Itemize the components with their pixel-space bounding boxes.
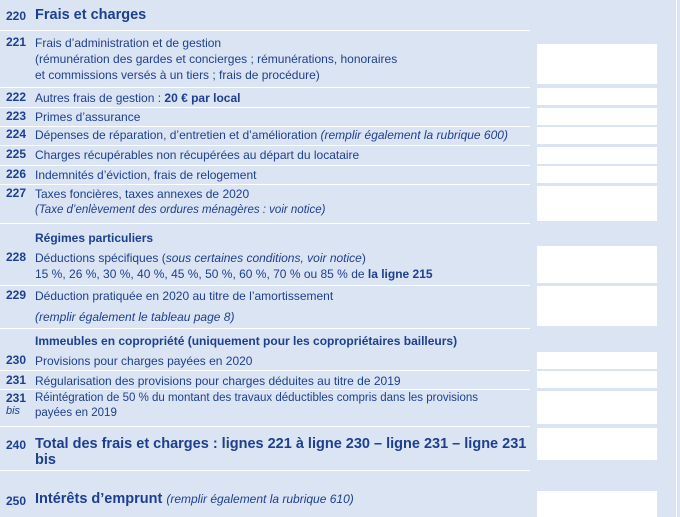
line-text: Primes d’assurance — [35, 110, 141, 124]
line-code: 230 — [6, 353, 27, 367]
line-code: 227 — [6, 186, 27, 200]
line-detail: (rémunération des gardes et concierges ; rémunérations, honoraires — [35, 52, 398, 66]
separator — [0, 87, 530, 88]
line-code: 223 — [6, 109, 27, 123]
subsection-title: Régimes particuliers — [35, 231, 154, 245]
line-label — [35, 288, 530, 325]
line-code: 250 — [6, 494, 27, 508]
line-text: Intérêts d’emprunt — [35, 491, 167, 507]
line-label — [35, 250, 530, 282]
separator — [0, 470, 530, 471]
line-code: 229 — [6, 288, 27, 302]
separator — [0, 223, 530, 224]
separator — [0, 145, 530, 146]
line-label — [35, 186, 530, 218]
line-code: 240 — [6, 438, 27, 452]
line-text: Frais d’administration et de gestion — [35, 36, 222, 50]
line-note: sous certaines conditions, voir notice — [165, 251, 362, 265]
line-note: (remplir également le tableau page 8) — [35, 310, 235, 324]
amount-field-223[interactable] — [537, 108, 657, 125]
amount-field-240[interactable] — [537, 428, 657, 460]
separator — [0, 30, 530, 31]
line-code: 231 bis — [6, 391, 27, 417]
line-text-end: ) — [361, 251, 366, 265]
line-detail: et commissions versés à un tiers ; frais de procédure) — [35, 68, 320, 82]
line-text: Dépenses de réparation, d’entretien et d’amélioration — [35, 128, 321, 142]
line-label — [35, 491, 535, 507]
line-code-suffix: bis — [6, 405, 21, 417]
amount-field-222[interactable] — [537, 88, 657, 105]
line-code: 225 — [6, 147, 27, 161]
line-code: 228 — [6, 250, 27, 264]
line-text: Réintégration de 50 % du montant des travaux déductibles compris dans les provisions — [35, 392, 478, 404]
separator — [0, 165, 530, 166]
line-label — [35, 35, 530, 83]
separator — [0, 426, 530, 427]
line-code: 231 — [6, 373, 27, 387]
line-label — [35, 127, 535, 143]
line-code: 226 — [6, 167, 27, 181]
total-label: Total des frais et charges : lignes 221 à ligne 230 – ligne 231 – ligne 231 bis — [35, 436, 527, 468]
amount-field-231-bis[interactable] — [537, 391, 657, 424]
separator — [0, 370, 530, 371]
section-title: Frais et charges — [35, 7, 147, 23]
line-text: Autres frais de gestion : — [35, 91, 165, 105]
amount-field-229[interactable] — [537, 286, 657, 326]
amount-field-225[interactable] — [537, 147, 657, 164]
line-label — [35, 90, 530, 106]
amount-field-226[interactable] — [537, 166, 657, 183]
separator — [0, 328, 530, 329]
line-code: 221 — [6, 35, 27, 49]
separator — [0, 389, 530, 390]
line-code: 222 — [6, 90, 27, 104]
amount-field-250[interactable] — [537, 491, 657, 517]
amount-field-221[interactable] — [537, 44, 657, 84]
subsection-title: Immeubles en copropriété (uniquement pour les copropriétaires bailleurs) — [35, 334, 458, 348]
line-text: Taxes foncières, taxes annexes de 2020 — [35, 187, 250, 201]
line-note: (remplir également la rubrique 600) — [320, 128, 508, 142]
amount-field-231[interactable] — [537, 371, 657, 388]
line-text: Charges récupérables non récupérées au départ du locataire — [35, 148, 360, 162]
separator — [0, 285, 530, 286]
amount-field-227[interactable] — [537, 186, 657, 221]
line-label — [35, 391, 530, 421]
rates-reference: la ligne 215 — [367, 267, 433, 281]
line-code: 224 — [6, 127, 27, 141]
amount-field-224[interactable] — [537, 127, 657, 144]
line-text: Déductions spécifiques ( — [35, 251, 166, 265]
separator — [0, 107, 530, 108]
line-note: (remplir également la rubrique 610) — [166, 492, 354, 506]
right-border — [676, 0, 677, 517]
line-text: Déduction pratiquée en 2020 au titre de l’amortissement — [35, 289, 334, 303]
line-note: (Taxe d’enlèvement des ordures ménagères : voir notice) — [35, 204, 326, 216]
line-emphasis: 20 € par local — [164, 91, 241, 105]
amount-field-230[interactable] — [537, 352, 657, 369]
amount-field-228[interactable] — [537, 246, 657, 283]
line-text: Provisions pour charges payées en 2020 — [35, 354, 253, 368]
line-code: 220 — [6, 9, 27, 23]
line-text: Indemnités d’éviction, frais de relogement — [35, 168, 257, 182]
separator — [0, 184, 530, 185]
line-text: Régularisation des provisions pour charges déduites au titre de 2019 — [35, 374, 401, 388]
rates-text: 15 %, 26 %, 30 %, 40 %, 45 %, 50 %, 60 %, 70 % ou 85 % de — [35, 267, 368, 281]
line-text: payées en 2019 — [35, 407, 117, 419]
